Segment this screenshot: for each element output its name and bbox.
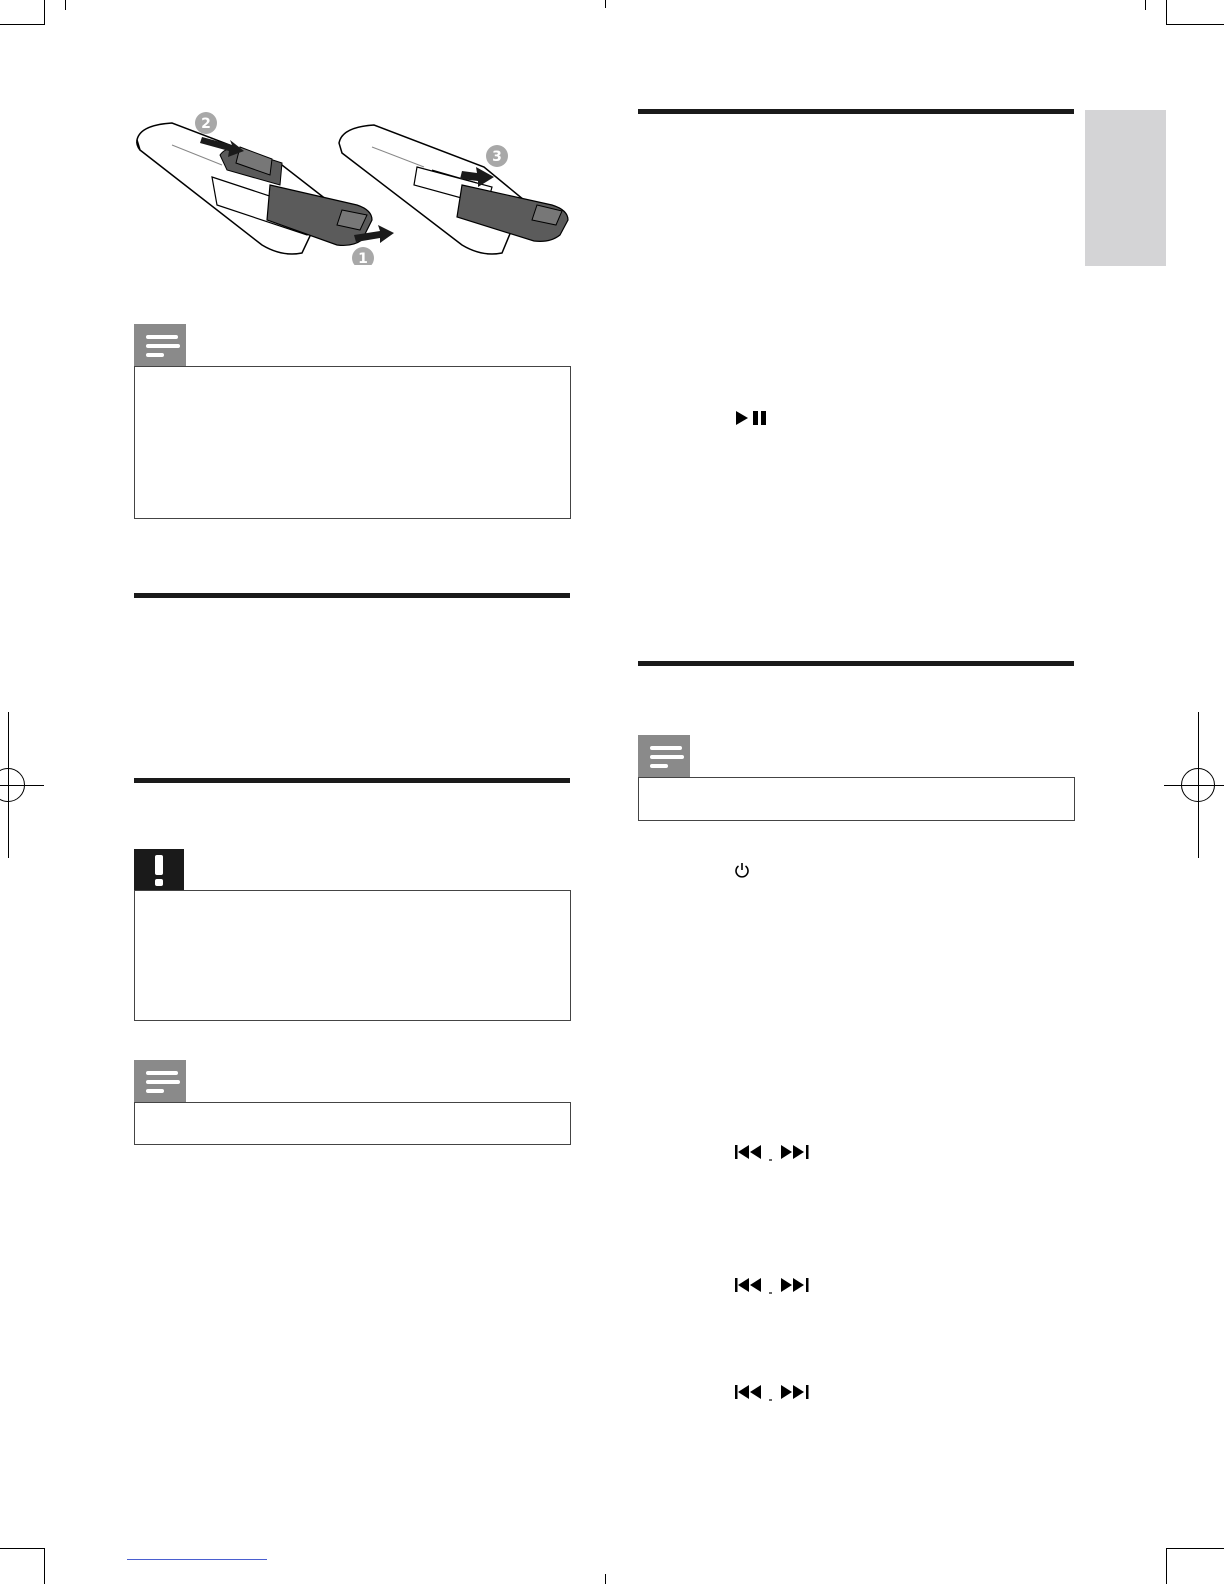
skip-next-icon <box>781 1278 809 1292</box>
skip-next-icon <box>781 1145 809 1159</box>
step-badge-1 <box>352 247 374 265</box>
step-badge-2 <box>195 112 217 134</box>
skip-previous-icon <box>735 1278 761 1292</box>
step-badge-2-label: 2 <box>201 116 211 132</box>
skip-controls-row <box>735 1382 815 1402</box>
note-box <box>134 366 571 519</box>
language-tab <box>1085 110 1166 266</box>
note-box <box>134 1102 571 1145</box>
note-icon <box>134 1060 186 1102</box>
section-rule <box>638 109 1074 114</box>
step-badge-3-label: 3 <box>492 149 502 165</box>
step-badge-3 <box>486 145 508 167</box>
power-icon <box>734 861 750 879</box>
skip-controls-row <box>735 1275 815 1295</box>
skip-controls-row <box>735 1142 815 1162</box>
section-rule <box>134 593 570 598</box>
skip-next-icon <box>781 1385 809 1399</box>
caution-icon <box>134 849 184 891</box>
step-badge-1-label: 1 <box>358 251 368 265</box>
note-icon <box>134 324 186 366</box>
caution-box <box>134 890 571 1021</box>
note-box <box>638 777 1075 821</box>
skip-previous-icon <box>735 1385 761 1399</box>
play-pause-icon <box>735 409 769 427</box>
remote-battery-illustration <box>132 105 572 265</box>
section-rule <box>134 778 570 783</box>
section-rule <box>638 661 1074 666</box>
footer-link-underline <box>127 1559 267 1560</box>
note-icon <box>638 735 690 777</box>
skip-previous-icon <box>735 1145 761 1159</box>
